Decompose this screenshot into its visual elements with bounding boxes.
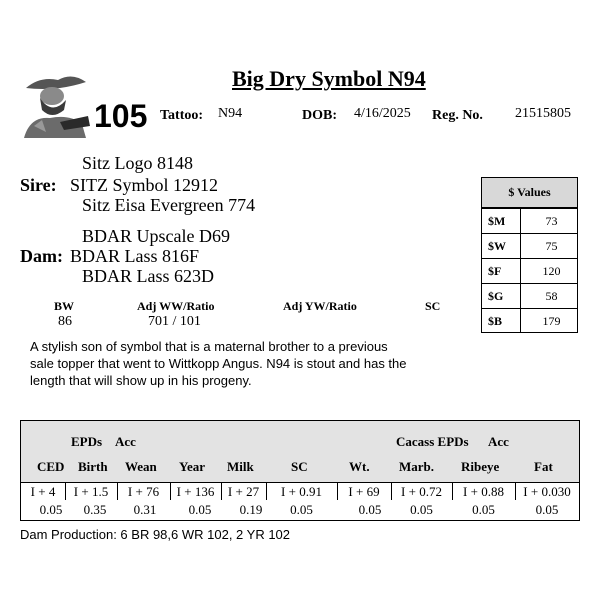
tattoo-label: Tattoo: bbox=[160, 108, 204, 123]
dollar-value-row bbox=[482, 308, 577, 333]
animal-title: Big Dry Symbol N94 bbox=[232, 66, 426, 91]
carcass-epd-label: Cacass EPDs bbox=[396, 434, 469, 449]
dam-label: Dam: bbox=[20, 246, 63, 266]
dam-sire: BDAR Upscale D69 bbox=[82, 226, 230, 246]
dollar-value-label: $W bbox=[488, 239, 506, 253]
bw-value: 86 bbox=[58, 314, 72, 329]
epd-col-header: Milk bbox=[227, 459, 254, 474]
dam-name: BDAR Lass 816F bbox=[70, 246, 200, 266]
tattoo-value: N94 bbox=[218, 106, 243, 121]
epd-col-header: Birth bbox=[78, 459, 108, 474]
epd-acc-value: 0.05 bbox=[410, 502, 433, 517]
ww-label: Adj WW/Ratio bbox=[137, 299, 215, 313]
reg-label: Reg. No. bbox=[432, 108, 483, 123]
epd-acc-value: 0.05 bbox=[358, 502, 382, 517]
description: A stylish son of symbol that is a maternal brother to a previous sale topper that went to Wittkopp Angus. N94 is stout and has the length that will show up in his progeny. bbox=[30, 339, 407, 388]
dollar-values-table bbox=[481, 177, 578, 333]
epd-acc-value: 0.05 bbox=[290, 502, 313, 517]
epd-col-header: CED bbox=[37, 459, 65, 474]
dollar-values-header: $ Values bbox=[482, 178, 577, 208]
epd-acc-value: 0.05 bbox=[188, 502, 212, 517]
epd-value: I + 69 bbox=[348, 484, 380, 499]
epd-col-header: Fat bbox=[534, 459, 553, 474]
epd-acc-value: 0.05 bbox=[39, 502, 63, 517]
ww-value: 701 / 101 bbox=[148, 314, 201, 329]
dob-value: 4/16/2025 bbox=[354, 106, 411, 121]
sc-label: SC bbox=[425, 299, 441, 313]
dollar-value-label: $F bbox=[488, 264, 502, 278]
dollar-value-label: $G bbox=[488, 289, 504, 303]
epd-table bbox=[20, 420, 580, 521]
epd-acc-value: 0.05 bbox=[535, 502, 559, 517]
epd-col-header: Marb. bbox=[399, 459, 435, 474]
carcass-acc-label: Acc bbox=[488, 434, 509, 449]
yw-label: Adj YW/Ratio bbox=[283, 299, 357, 313]
dollar-value: 120 bbox=[542, 264, 561, 278]
dob-label: DOB: bbox=[302, 108, 337, 123]
dam-production: Dam Production: 6 BR 98,6 WR 102, 2 YR 102 bbox=[20, 527, 291, 542]
dollar-value: 58 bbox=[545, 289, 558, 303]
epd-value: I + 1.5 bbox=[73, 484, 109, 499]
epd-value: I + 0.72 bbox=[401, 484, 442, 499]
lot-number: 105 bbox=[94, 98, 148, 134]
epd-value: I + 0.88 bbox=[463, 484, 504, 499]
epd-value: I + 4 bbox=[30, 484, 56, 499]
dam-dam: BDAR Lass 623D bbox=[82, 266, 215, 286]
epd-col-header: Wean bbox=[125, 459, 157, 474]
dollar-value: 75 bbox=[545, 239, 558, 253]
epd-col-header: SC bbox=[291, 459, 308, 474]
sire-dam: Sitz Eisa Evergreen 774 bbox=[82, 195, 256, 215]
dollar-value-row bbox=[482, 233, 577, 258]
epd-acc-label: Acc bbox=[115, 434, 136, 449]
epd-value: I + 27 bbox=[227, 484, 260, 499]
dollar-value-row bbox=[482, 208, 577, 233]
sire-name: SITZ Symbol 12912 bbox=[70, 175, 219, 195]
epd-col-header: Ribeye bbox=[461, 459, 500, 474]
bw-label: BW bbox=[54, 299, 75, 313]
epd-group-label: EPDs bbox=[71, 434, 103, 449]
dollar-value: 179 bbox=[542, 314, 561, 328]
epd-value: I + 76 bbox=[127, 484, 160, 499]
epd-acc-value: 0.35 bbox=[83, 502, 107, 517]
epd-acc-value: 0.31 bbox=[133, 502, 157, 517]
epd-col-header: Year bbox=[179, 459, 205, 474]
dollar-value-label: $B bbox=[488, 314, 503, 328]
epd-col-header: Wt. bbox=[349, 459, 370, 474]
dollar-value-row bbox=[482, 283, 577, 308]
epd-value: I + 136 bbox=[176, 484, 215, 499]
dollar-value-row bbox=[482, 258, 577, 283]
epd-acc-value: 0.19 bbox=[239, 502, 263, 517]
cowboy-logo-icon bbox=[20, 66, 92, 138]
sire-label: Sire: bbox=[20, 175, 57, 195]
epd-acc-value: 0.05 bbox=[472, 502, 495, 517]
epd-value: I + 0.91 bbox=[281, 484, 322, 499]
epd-value: I + 0.030 bbox=[523, 484, 571, 499]
dollar-value: 73 bbox=[545, 214, 558, 228]
reg-value: 21515805 bbox=[515, 106, 571, 121]
dollar-value-label: $M bbox=[488, 214, 506, 228]
sire-sire: Sitz Logo 8148 bbox=[82, 153, 193, 173]
